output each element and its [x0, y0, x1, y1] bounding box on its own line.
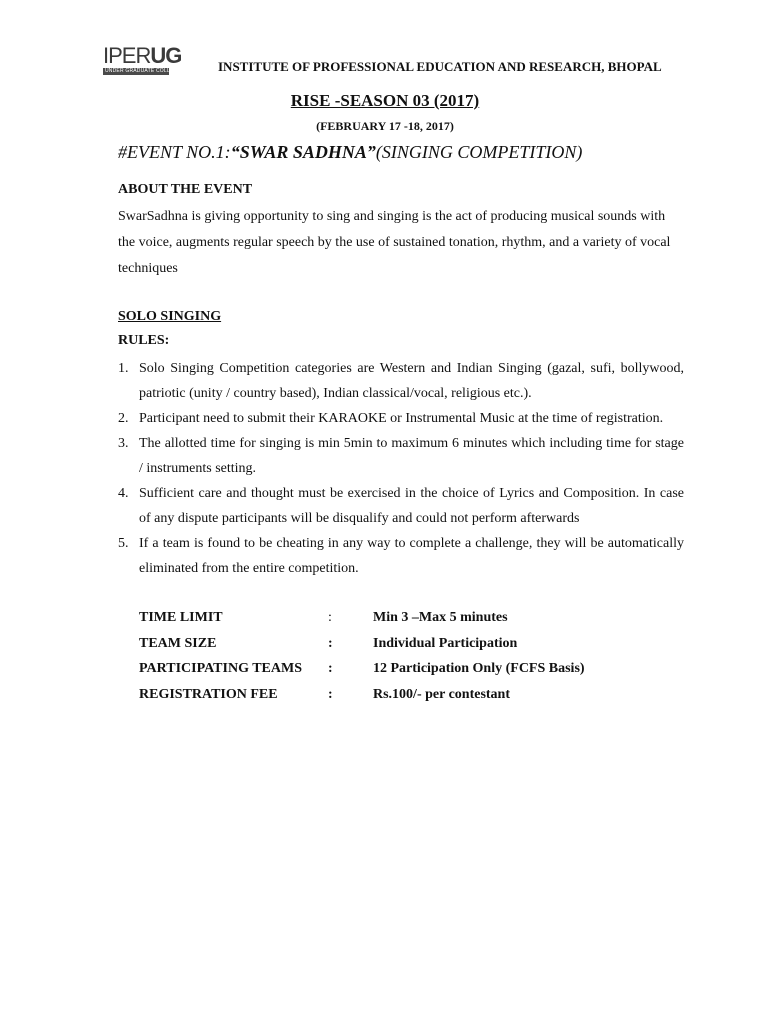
event-name: “SWAR SADHNA” [230, 142, 376, 162]
info-label: TIME LIMIT [139, 610, 223, 625]
event-dates: (FEBRUARY 17 -18, 2017) [316, 119, 454, 133]
logo-text-main: IPER [103, 43, 151, 68]
event-prefix: #EVENT NO.1: [118, 142, 231, 162]
rule-item [118, 531, 684, 581]
logo-text-accent: UG [150, 43, 182, 68]
rule-number: 4. [118, 486, 129, 501]
rule-number: 3. [118, 436, 129, 451]
info-value: Min 3 –Max 5 minutes [373, 610, 508, 625]
info-colon: : [328, 686, 333, 702]
rules-heading: RULES: [118, 333, 170, 348]
rule-text: The allotted time for singing is min 5min to maximum 6 minutes which including time for stage / instruments setting. [139, 436, 684, 476]
info-colon: : [328, 610, 332, 625]
rule-number: 1. [118, 361, 129, 376]
info-colon: : [328, 635, 333, 651]
about-heading: ABOUT THE EVENT [118, 182, 253, 197]
rule-number: 5. [118, 536, 129, 551]
rule-text: Solo Singing Competition categories are Western and Indian Singing (gazal, sufi, bollywood, patriotic (unity / country based), Indian classical/vocal, religious etc.). [139, 361, 684, 401]
info-label: PARTICIPATING TEAMS [139, 661, 302, 676]
event-title [118, 142, 582, 163]
rule-item [118, 431, 684, 481]
rule-text: If a team is found to be cheating in any way to complete a challenge, they will be automatically eliminated from the entire competition. [139, 536, 684, 576]
info-colon: : [328, 661, 333, 676]
rule-number: 2. [118, 411, 129, 426]
info-label: REGISTRATION FEE [139, 686, 278, 702]
logo-subtitle: UNDER GRADUATE COLLEGE [105, 68, 181, 74]
info-label: TEAM SIZE [139, 635, 217, 651]
rule-text: Participant need to submit their KARAOKE or Instrumental Music at the time of registration. [139, 411, 664, 426]
about-paragraph: SwarSadhna is giving opportunity to sing and singing is the act of producing musical sounds with the voice, augments regular speech by the use of sustained tonation, rhythm, and a variety of vocal techniques [118, 209, 671, 276]
rules-list [118, 356, 684, 581]
event-suffix: (SINGING COMPETITION) [375, 142, 583, 162]
info-value: 12 Participation Only (FCFS Basis) [373, 661, 585, 676]
season-title: RISE -SEASON 03 (2017) [290, 91, 480, 110]
iper-ug-logo [103, 43, 182, 77]
institute-name: INSTITUTE OF PROFESSIONAL EDUCATION AND RESEARCH, BHOPAL [218, 59, 662, 74]
info-value: Individual Participation [373, 635, 518, 651]
rule-item [118, 356, 684, 406]
rule-item [118, 481, 684, 531]
rule-text: Sufficient care and thought must be exercised in the choice of Lyrics and Composition. In case of any dispute participants will be disqualify and could not perform afterwards [139, 486, 684, 526]
info-value: Rs.100/- per contestant [373, 686, 511, 702]
rule-item [118, 406, 684, 431]
logo-wordmark [103, 43, 182, 68]
solo-singing-heading: SOLO SINGING [118, 309, 222, 324]
